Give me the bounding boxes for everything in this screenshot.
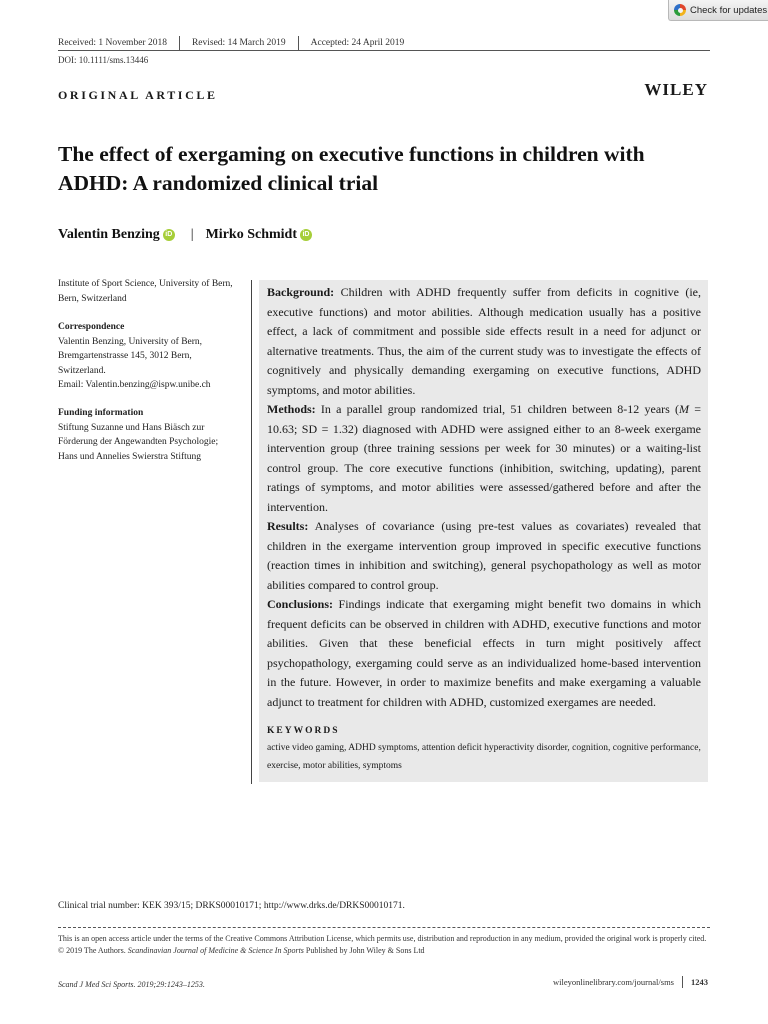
page-number: 1243 xyxy=(691,977,708,987)
author-name[interactable]: Mirko Schmidt xyxy=(205,227,297,242)
abstract-label: Results: xyxy=(267,519,309,533)
header-rule xyxy=(58,50,710,51)
copyright-suffix: Published by John Wiley & Sons Ltd xyxy=(305,946,425,955)
funding-text: Stiftung Suzanne und Hans Biäsch zur Förderung der Angewandten Psychologie; Hans und Annelies Swierstra Stiftung xyxy=(58,422,219,462)
doi[interactable]: DOI: 10.1111/sms.13446 xyxy=(58,55,149,65)
abstract-box xyxy=(259,280,708,782)
orcid-icon[interactable]: iD xyxy=(300,229,312,241)
article-title: The effect of exergaming on executive functions in children with ADHD: A randomized clinical trial xyxy=(58,142,645,195)
orcid-icon[interactable]: iD xyxy=(163,229,175,241)
clinical-trial-number: Clinical trial number: KEK 393/15; DRKS00010171; http://www.drks.de/DRKS00010171. xyxy=(58,901,405,911)
journal-citation: Scand J Med Sci Sports. 2019;29:1243–1253. xyxy=(58,980,205,989)
publisher-logo: WILEY xyxy=(644,80,708,99)
author-name[interactable]: Valentin Benzing xyxy=(58,227,160,242)
journal-url[interactable]: wileyonlinelibrary.com/journal/sms xyxy=(552,977,674,987)
correspondence-heading: Correspondence xyxy=(58,322,125,332)
history-divider xyxy=(179,36,180,50)
author-separator: | xyxy=(190,227,194,242)
history-divider xyxy=(298,36,299,50)
copyright-prefix: © 2019 The Authors. xyxy=(58,946,126,955)
abstract-text: In a parallel group randomized trial, 51 children between 8-12 years ( xyxy=(320,402,680,416)
check-for-updates-button[interactable] xyxy=(668,0,768,21)
copyright-line xyxy=(58,945,710,957)
correspondence-line: Valentin Benzing, University of Bern, xyxy=(58,336,203,347)
check-for-updates-label: Check for updates xyxy=(690,4,768,16)
received-date: Received: 1 November 2018 xyxy=(58,38,167,48)
keywords-heading: KEYWORDS xyxy=(267,726,340,736)
license-notice xyxy=(58,933,710,957)
abstract-results xyxy=(267,517,701,595)
accepted-date: Accepted: 24 April 2019 xyxy=(310,38,405,48)
publication-history xyxy=(58,36,404,50)
mean-symbol: M xyxy=(679,402,690,416)
footer-dashed-rule xyxy=(58,927,710,928)
footer-right xyxy=(553,976,708,988)
abstract-text: Findings indicate that exergaming might benefit two domains in which frequent deficits can be observed in children with ADHD, executive functions and motor abilities. Given that these beneficial effects in turn might positively affect psychopathology, exergaming could serve as an individualized home-based intervention in the future. However, in order to maximize benefits and make exergaming a valuable adjunct to treatment for children with ADHD, customized exergames are needed. xyxy=(267,597,702,709)
abstract-label: Methods: xyxy=(267,402,316,416)
funding-information xyxy=(58,406,238,464)
correspondence xyxy=(58,320,238,393)
abstract-label: Background: xyxy=(267,285,335,299)
abstract-text: Analyses of covariance (using pre-test values as covariates) revealed that children in the exergame intervention group improved in specific executive functions (reaction times in inhibition and switching), general psychopathology as well as motor abilities compared to control group. xyxy=(267,519,701,592)
funding-heading: Funding information xyxy=(58,408,144,418)
column-divider xyxy=(251,280,252,784)
revised-date: Revised: 14 March 2019 xyxy=(191,38,286,48)
affiliation: Institute of Sport Science, University of Bern, Bern, Switzerland xyxy=(58,279,233,304)
footer-divider xyxy=(682,976,683,988)
correspondence-line: Bremgartenstrasse 145, 3012 Bern, xyxy=(58,351,192,361)
crossmark-icon xyxy=(674,4,686,16)
abstract-conclusions xyxy=(267,595,701,712)
author-list xyxy=(58,227,312,243)
abstract-text: Children with ADHD frequently suffer from deficits in cognitive (ie, executive functions) and motor abilities. Although medication usually has a positive effect, a lack of commitment and possible side effects result in a need for adjunct or alternative treatments. Thus, the aim of the current study was to investigate the effects of cognitively and physically demanding exergaming on executive functions, ADHD symptoms, and motor abilities. xyxy=(267,285,702,397)
abstract-background xyxy=(267,283,701,400)
article-type: ORIGINAL ARTICLE xyxy=(58,88,218,102)
license-text: This is an open access article under the terms of the Creative Commons Attribution License, which permits use, distribution and reproduction in any medium, provided the original work is properly cited. xyxy=(58,934,707,943)
abstract-methods xyxy=(267,400,701,517)
correspondence-line: Switzerland. xyxy=(58,365,106,376)
keywords-list: active video gaming, ADHD symptoms, attention deficit hyperactivity disorder, cognition, cognitive performance, exercise, motor abilities, symptoms xyxy=(267,743,701,771)
correspondence-email[interactable]: Email: Valentin.benzing@ispw.unibe.ch xyxy=(58,380,211,390)
abstract-text: = 10.63; SD = 1.32) diagnosed with ADHD were assigned either to an 8-week exergame intervention group (three training sessions per week for 30 minutes) or a waiting-list control group. The core executive functions (inhibition, switching, updating), parent ratings of symptoms, and motor abilities were assessed/gathered before and after the intervention. xyxy=(267,402,702,514)
journal-name: Scandinavian Journal of Medicine & Science In Sports xyxy=(127,946,304,955)
abstract-label: Conclusions: xyxy=(267,597,334,611)
